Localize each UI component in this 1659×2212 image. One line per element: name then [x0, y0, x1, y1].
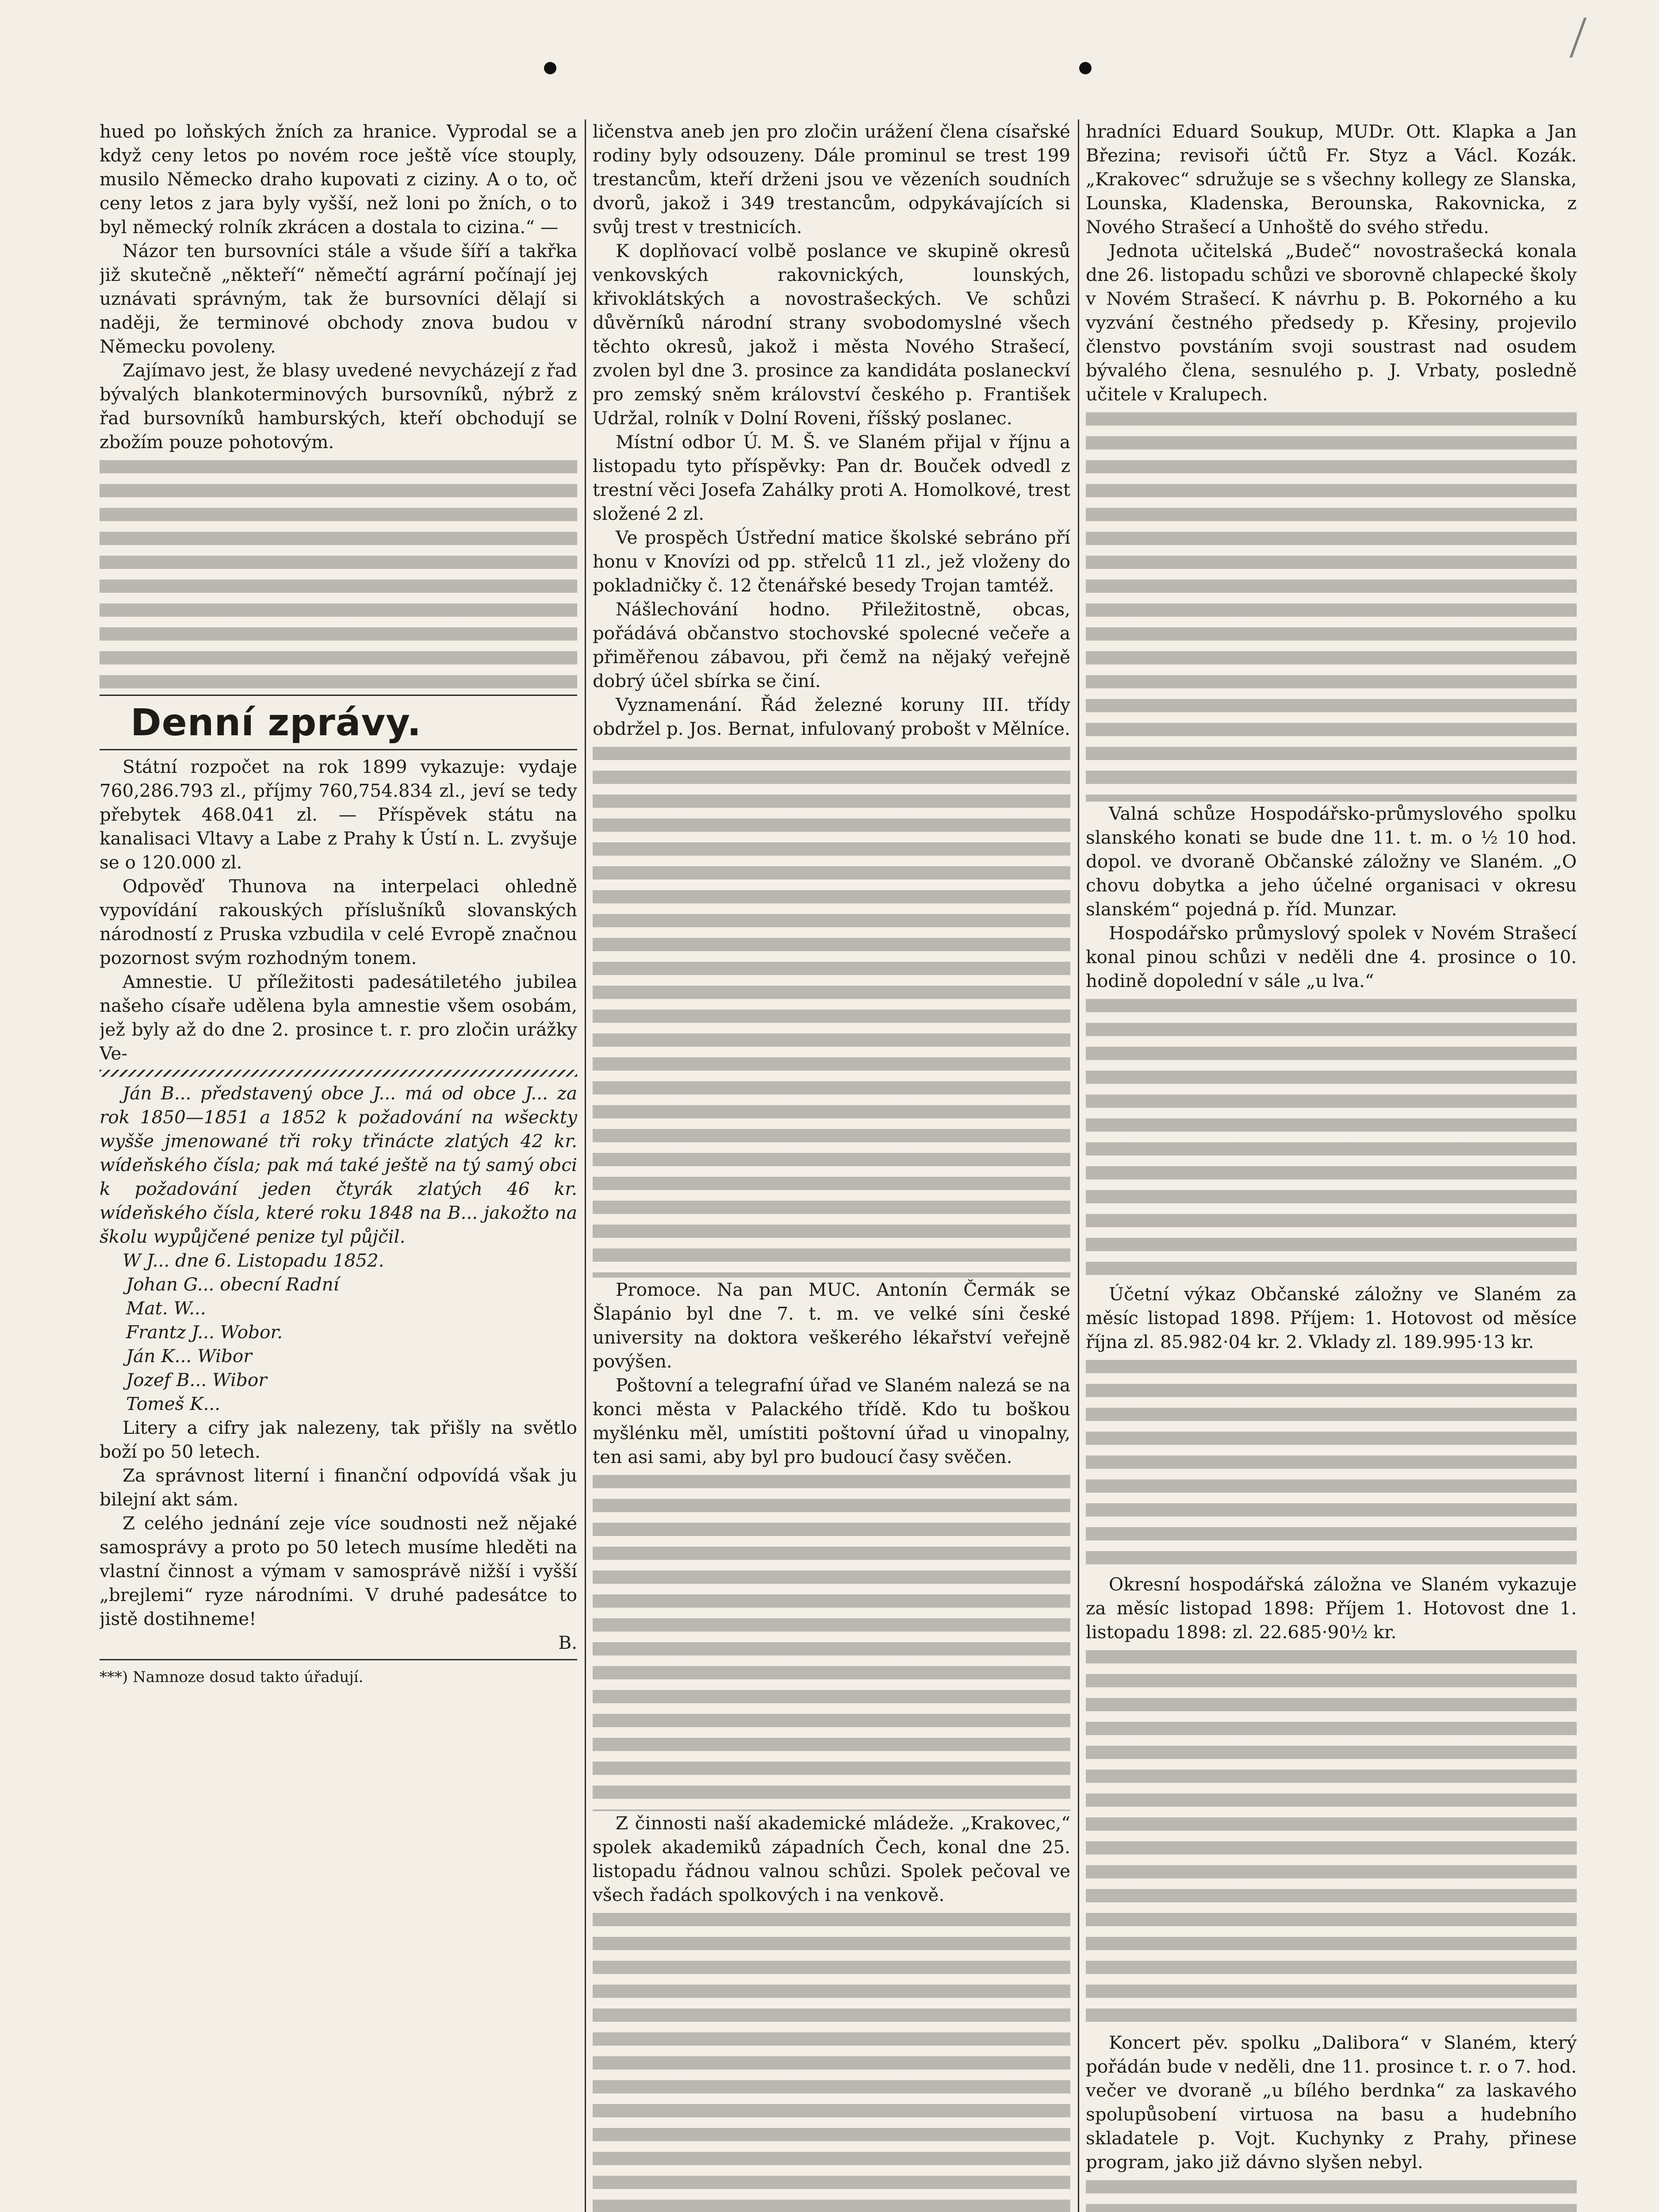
body-text-block	[593, 1475, 1070, 1811]
paragraph: Z činnosti naší akademické mládeže. „Krakovec,“ spolek akademiků západních Čech, konal dne 25. listopadu řádnou valnou schůzi. Spolek pečoval ve všech řadách spolkových i na venkově.	[593, 1813, 1070, 1905]
paragraph: Koncert pěv. spolku „Dalibora“ v Slaném, který pořádán bude v neděli, dne 11. prosince t. r. o 7. hod. večer ve dvoraně „u bílého berdnka“ za laskavého spolupůsobení virtuosa na basu a hudebního skladatele p. Vojt. Kuchynky z Prahy, přinese program, jako již dávno slyšen nebyl.	[1086, 2032, 1577, 2173]
column-3	[1086, 119, 1577, 2212]
body-text-block	[1086, 412, 1577, 802]
signer: Mat. W...	[126, 1298, 206, 1319]
column-2	[593, 119, 1070, 2212]
body-text-block	[1086, 999, 1577, 1282]
paragraph: hued po loňských žních za hranice. Vyprodal se a když ceny letos po novém roce ještě více stouply, musilo Německo draho kupovati z ciziny. A o to, oč ceny letos z jara byly vyšší, než loni po žních, o to byl německý rolník zkrácen a dostala to cizina.“ —	[100, 121, 577, 238]
paragraph: Účetní výkaz Občanské záložny ve Slaném za měsíc listopad 1898. Příjem: 1. Hotovost od měsíce října zl. 85.982·04 kr. 2. Vklady zl. 189.995·13 kr.	[1086, 1283, 1577, 1352]
paragraph: Jednota učitelská „Budeč“ novostrašecká konala dne 26. listopadu schůzi ve sborovně chlapecké školy v Novém Strašecí. K návrhu p. B. Pokorného a ku vyzvání čestného předsedy p. Křesiny, projevilo členstvo povstáním svoji soustrast nad osudem bývalého člena, sesnulého p. J. Vrbaty, posledně učitele v Kralupech.	[1086, 240, 1577, 405]
paragraph: Poštovní a telegrafní úřad ve Slaném nalezá se na konci města v Palackého třídě. Kdo tu boškou myšlénku měl, umístiti poštovní úřad u vinopalny, ten asi sami, aby byl pro budoucí časy svěčen.	[593, 1375, 1070, 1467]
author-initial: B.	[558, 1632, 577, 1653]
paragraph: Vyznamenání. Řád železné koruny III. třídy obdržel p. Jos. Bernat, infulovaný probošt v Mělníce.	[593, 694, 1070, 739]
signer: Frantz J... Wobor.	[126, 1321, 283, 1343]
signer: Johan G... obecní Radní	[126, 1274, 339, 1295]
paragraph: Okresní hospodářská záložna ve Slaném vykazuje za měsíc listopad 1898: Příjem 1. Hotovost dne 1. listopadu 1898: zl. 22.685·90½ kr.	[1086, 1574, 1577, 1643]
binding-hole	[1079, 62, 1092, 74]
paragraph: Zajímavo jest, že blasy uvedené nevycházejí z řad bývalých blankoterminových bursovníků, nýbrž z řad bursovníků hamburských, kteří obchodují se zbožím pouze pohotovým.	[100, 360, 577, 453]
paragraph: Nášlechování hodno. Přiležitostně, obcas, pořádává občanstvo stochovské spolecné večeře a přiměřenou zábavou, při čemž na nějaký veřejně dobrý účel sbírka se činí.	[593, 599, 1070, 691]
paragraph: Z celého jednání zeje více soudnosti než nějaké samosprávy a proto po 50 letech musíme hleděti na vlastní činnost a výmam v samosprávě nižší i vyšší „brejlemi“ ryze národními. V druhé padesátce to jistě dostihneme!	[100, 1513, 577, 1629]
signer: Jozef B... Wibor	[126, 1369, 267, 1390]
paragraph: Odpověď Thunova na interpelaci ohledně vypovídání rakouských příslušníků slovanských národností z Pruska vzbudila v celé Evropě značnou pozornost svým rozhodným tonem.	[100, 876, 577, 968]
paragraph: ličenstva aneb jen pro zločin urážení člena císařské rodiny byly odsouzeny. Dále prominul se trest 199 trestancům, kteří drženi jsou ve vězeních soudních dvorů, jakož i 349 trestancům, odpykávajících si svůj trest v trestnicích.	[593, 121, 1070, 238]
ornamental-divider	[100, 1070, 577, 1077]
column-rule	[585, 119, 586, 2212]
paragraph: Místní odbor Ú. M. Š. ve Slaném přijal v říjnu a listopadu tyto příspěvky: Pan dr. Bouček odvedl z trestní věci Josefa Zahálky proti A. Homolkové, trest složené 2 zl.	[593, 431, 1070, 524]
binding-hole	[544, 62, 556, 74]
divider	[100, 695, 577, 696]
paragraph: hradníci Eduard Soukup, MUDr. Ott. Klapka a Jan Březina; revisoři účtů Fr. Styz a Václ. Kozák. „Krakovec“ sdružuje se s všechny kollegy ze Slanska, Lounska, Kladenska, Berounska, Rakovnicka, z Nového Strašecí a Unhoště do svého středu.	[1086, 121, 1577, 238]
section-title: Denní zprávy.	[130, 701, 422, 744]
paragraph: Za správnost literní i finanční odpovídá však ju bilejní akt sám.	[100, 1465, 577, 1510]
paragraph: Hospodářsko průmyslový spolek v Novém Strašecí konal pinou schůzi v neděli dne 4. prosince o 10. hodině dopolední v sále „u lva.“	[1086, 922, 1577, 991]
historic-document-date: W J... dne 6. Listopadu 1852.	[123, 1250, 384, 1271]
page-corner-mark	[1472, 18, 1587, 58]
signer: Ján K... Wibor	[126, 1345, 252, 1367]
paragraph: Názor ten bursovníci stále a všude šíří a takřka již skutečně „někteří“ němečtí agrární počínají jej uznávati správným, tak že bursovníci dělají si naději, že terminové obchody znova budou v Německu povoleny.	[100, 240, 577, 357]
body-text-block	[593, 1913, 1070, 2212]
body-text-block	[1086, 1650, 1577, 2031]
column-rule	[1078, 119, 1079, 2212]
signer: Tomeš K...	[126, 1393, 221, 1414]
divider	[100, 749, 577, 750]
paragraph: Ve prospěch Ústřední matice školské sebráno pří honu v Knovízi od pp. střelců 11 zl., jež vloženy do pokladničky č. 12 čtenářské besedy Trojan tamtéž.	[593, 527, 1070, 596]
text-columns	[100, 119, 1577, 2212]
paragraph: Promoce. Na pan MUC. Antonín Čermák se Šlapánio byl dne 7. t. m. ve velké síni české university na doktora veškerého lékařství veřejně povýšen.	[593, 1279, 1070, 1372]
paragraph: Amnestie. U příležitosti padesátiletého jubilea našeho císaře udělena byla amnestie všem osobám, jež byly až do dne 2. prosince t. r. pro zločin urážky Ve-	[100, 971, 577, 1064]
paragraph: Státní rozpočet na rok 1899 vykazuje: vydaje 760,286.793 zl., příjmy 760,754.834 zl., jeví se tedy přebytek 468.041 zl. — Příspěvek státu na kanalisaci Vltavy a Labe z Prahy k Ústí n. L. zvyšuje se o 120.000 zl.	[100, 756, 577, 873]
footnote: ***) Namnoze dosud takto úřadují.	[100, 1668, 364, 1686]
paragraph: K doplňovací volbě poslance ve skupině okresů venkovských rakovnických, lounských, křivoklátských a novostrašeckých. Ve schůzi důvěrníků národní strany svobodomyslné všech těchto okresů, jakož i města Nového Strašecí, zvolen byl dne 3. prosince za kandidáta poslaneckví pro zemský sněm království českého p. František Udržal, rolník v Dolní Roveni, říšský poslanec.	[593, 240, 1070, 429]
body-text-block	[593, 747, 1070, 1278]
divider	[100, 1659, 577, 1660]
body-text-block	[1086, 1360, 1577, 1572]
body-text-block	[1086, 2180, 1577, 2212]
historic-document-text: Ján B... představený obce J... má od obce J... za rok 1850—1851 a 1852 k požadování na wšeckty wyšše jmenowané tři roky třinácte zlatých 42 kr. wídeňského čísla; pak má také ještě na tý samý obci k požadování jeden čtyrák zlatých 46 kr. wídeňského čísla, které roku 1848 na B... jakožto na školu wypůjčené penize tyl půjčil.	[100, 1083, 577, 1247]
paragraph: Litery a cifry jak nalezeny, tak přišly na světlo boží po 50 letech.	[100, 1417, 577, 1462]
body-text-block	[100, 460, 577, 690]
paragraph: Valná schůze Hospodářsko-průmyslového spolku slanského konati se bude dne 11. t. m. o ½ 10 hod. dopol. ve dvoraně Občanské záložny ve Slaném. „O chovu dobytka a jeho účelné organisaci v okresu slanském“ pojedná p. říd. Munzar.	[1086, 803, 1577, 920]
column-1	[100, 119, 577, 2212]
